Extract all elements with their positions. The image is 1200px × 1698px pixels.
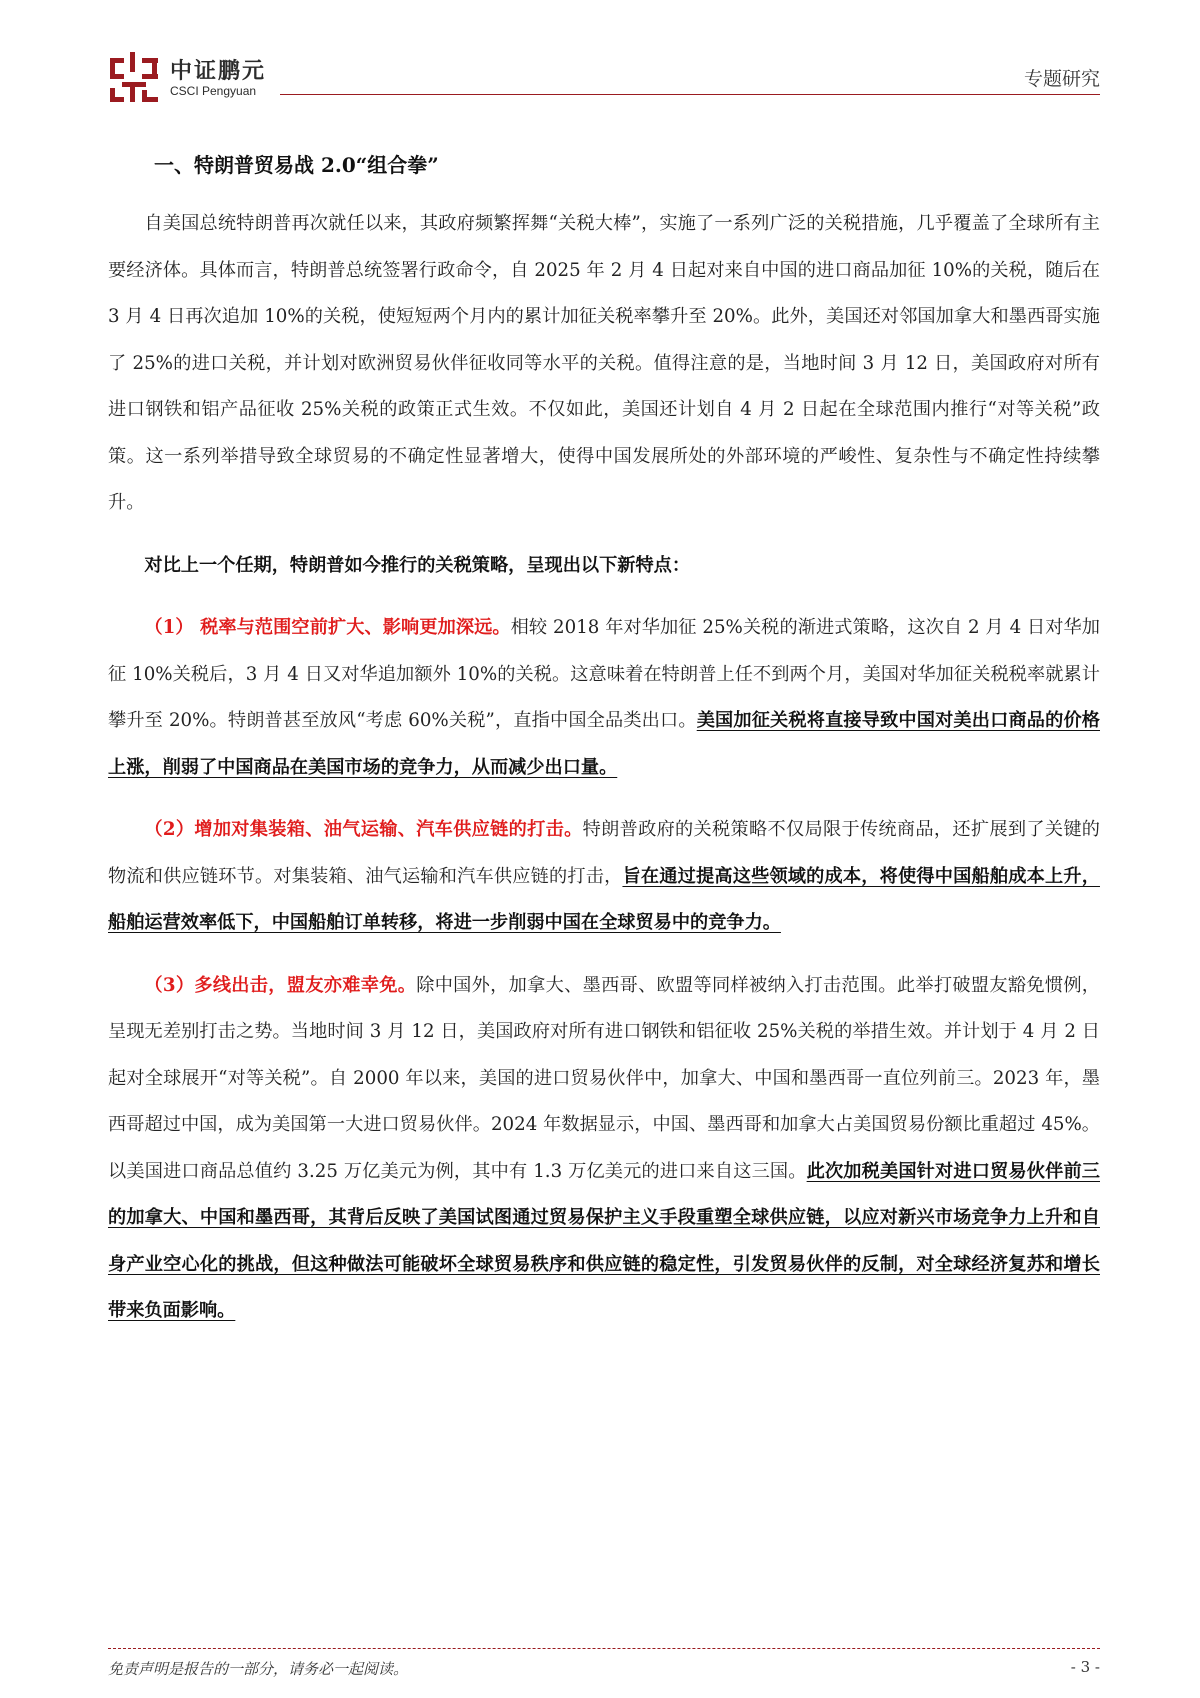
point-paragraph-1 (108, 605, 1100, 791)
point-heading-3: （3）多线出击，盟友亦难幸免。 (144, 974, 417, 996)
point-body-3: 除中国外，加拿大、墨西哥、欧盟等同样被纳入打击范围。此举打破盟友豁免惯例，呈现无差别打击之势。当地时间 3 月 12 日，美国政府对所有进口钢铁和铝征收 25%关税的举措生效。并计划于 4 月 2 日起对全球展开“对等关税”。自 2000 年以来，美国的进口贸易伙伴中，加拿大、中国和墨西哥一直位列前三。2023 年，墨西哥超过中国，成为美国第一大进口贸易伙伴。2024 年数据显示，中国、墨西哥和加拿大占美国贸易份额比重超过 45%。以美国进口商品总值约 3.25 万亿美元为例，其中有 1.3 万亿美元的进口来自这三国。 (108, 974, 1100, 1182)
point-heading-1: （1） 税率与范围空前扩大、影响更加深远。 (144, 617, 511, 638)
intro-paragraph: 自美国总统特朗普再次就任以来，其政府频繁挥舞“关税大棒”，实施了一系列广泛的关税措施，几乎覆盖了全球所有主要经济体。具体而言，特朗普总统签署行政命令，自 2025 年 2 月 4 日起对来自中国的进口商品加征 10%的关税，随后在 3 月 4 日再次追加 10%的关税，使短短两个月内的累计加征关税率攀升至 20%。此外，美国还对邻国加拿大和墨西哥实施了 25%的进口关税，并计划对欧洲贸易伙伴征收同等水平的关税。值得注意的是，当地时间 3 月 12 日，美国政府对所有进口钢铁和铝产品征收 25%关税的政策正式生效。不仅如此，美国还计划自 4 月 2 日起在全球范围内推行“对等关税”政策。这一系列举措导致全球贸易的不确定性显著增大，使得中国发展所处的外部环境的严峻性、复杂性与不确定性持续攀升。 (108, 213, 1100, 513)
disclaimer-text: 免责声明是报告的一部分，请务必一起阅读。 (108, 1660, 409, 1678)
point-paragraph-2 (108, 807, 1100, 947)
page-number: - 3 - (1070, 1658, 1100, 1676)
point-heading-2: （2）增加对集装箱、油气运输、汽车供应链的打击。 (144, 819, 583, 840)
point-emphasis-3: 此次加税美国针对进口贸易伙伴前三的加拿大、中国和墨西哥，其背后反映了美国试图通过贸易保护主义手段重塑全球供应链，以应对新兴市场竞争力上升和自身产业空心化的挑战，但这种做法可能破坏全球贸易秩序和供应链的稳定性，引发贸易伙伴的反制，对全球经济复苏和增长带来负面影响。 (108, 1160, 1100, 1321)
point-paragraph-3 (108, 963, 1100, 1335)
point-emphasis-2: 旨在通过提高这些领域的成本，将使得中国船舶成本上升，船舶运营效率低下，中国船舶订单转移，将进一步削弱中国在全球贸易中的竞争力。 (108, 865, 1100, 933)
page-footer (108, 1648, 1100, 1678)
point-body-2: 特朗普政府的关税策略不仅局限于传统商品，还扩展到了关键的物流和供应链环节。对集装箱、油气运输和汽车供应链的打击， (108, 819, 1100, 887)
brand-name-cn: 中证鹏元 (170, 59, 267, 84)
report-type: 专题研究 (1023, 68, 1100, 90)
point-emphasis-1: 美国加征关税将直接导致中国对美出口商品的价格上涨，削弱了中国商品在美国市场的竞争力，从而减少出口量。 (108, 710, 1100, 778)
lead-paragraph (108, 543, 1100, 590)
footer-divider (108, 1648, 1100, 1649)
main-content (108, 145, 1100, 1335)
brand-name-en: CSCI Pengyuan (170, 84, 257, 98)
header-divider (280, 94, 1100, 95)
csci-pengyuan-logo-icon (108, 50, 168, 104)
point-body-1: 相较 2018 年对华加征 25%关税的渐进式策略，这次自 2 月 4 日对华加征 10%关税后，3 月 4 日又对华追加额外 10%的关税。这意味着在特朗普上任不到两个月，美国对华加征关税税率就累计攀升至 20%。特朗普甚至放风“考虑 60%关税”，直指中国全品类出口。 (108, 617, 1100, 731)
lead-text: 对比上一个任期，特朗普如今推行的关税策略，呈现出以下新特点： (144, 554, 691, 576)
page-header (108, 50, 1100, 102)
section-title: 一、特朗普贸易战 2.0“组合拳” (154, 153, 439, 177)
